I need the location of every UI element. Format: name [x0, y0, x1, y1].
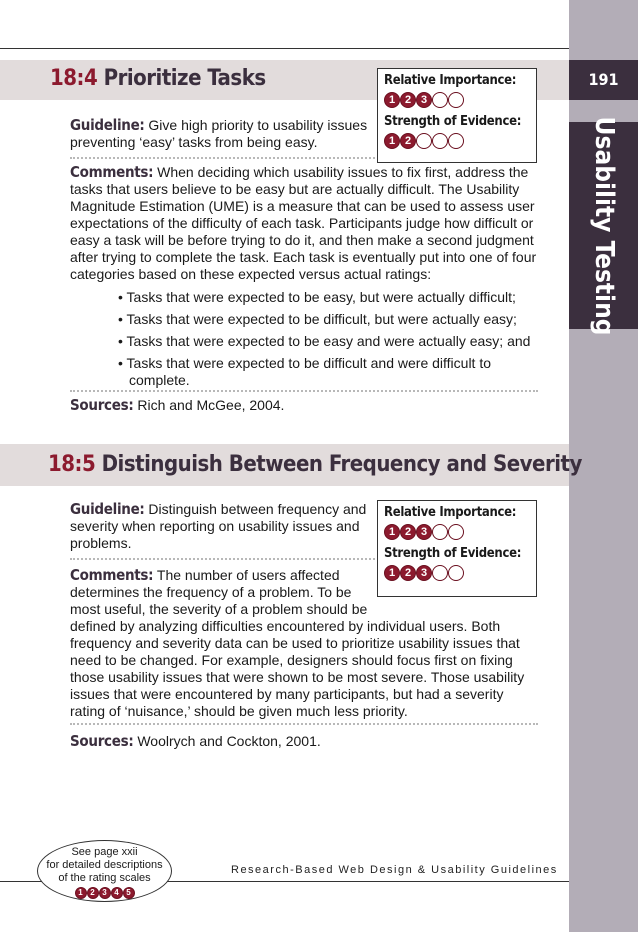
relative-importance-rating	[384, 524, 530, 540]
note-line: of the rating scales	[58, 872, 151, 884]
sources-lead: Sources:	[70, 396, 134, 414]
rating-circle-empty	[448, 92, 464, 108]
relative-importance-rating	[384, 92, 530, 108]
note-line: See page xxii	[71, 846, 138, 858]
rating-circle-empty	[448, 524, 464, 540]
float-spacer	[370, 567, 540, 617]
comments-lead: Comments:	[70, 566, 154, 584]
rating-circle-filled: 3	[416, 565, 432, 581]
section-tab	[569, 116, 638, 335]
guideline-title-text: Prioritize Tasks	[103, 66, 266, 91]
strength-of-evidence-label: Strength of Evidence:	[384, 114, 522, 129]
guideline-lead: Guideline:	[70, 500, 145, 518]
guideline-title-18-5	[48, 452, 582, 477]
top-rule	[0, 48, 569, 49]
guideline-title-18-4	[50, 66, 266, 91]
scale-circle: 2	[87, 887, 99, 899]
sources-text: Rich and McGee, 2004.	[137, 397, 285, 413]
rating-circle-filled: 1	[384, 565, 400, 581]
rating-circle-filled: 2	[400, 133, 416, 149]
rating-circle-filled: 2	[400, 565, 416, 581]
list-item: • Tasks that were expected to be difficult, but were actually easy;	[118, 311, 542, 328]
page-number: 191	[569, 60, 638, 100]
rating-box-18-4	[377, 68, 537, 163]
comments-18-4	[70, 164, 542, 394]
comments-text: When deciding which usability issues to fix first, address the tasks that users believe to be easy but are actually difficult. The Usability Magnitude Estimation (UME) is a measure that can be used to assess user expectations of the difficulty of each task. Participants judge how difficult or easy a task will be before trying to do it, and then make a second judgment after trying to complete the task. Each task is eventually put into one of four categories based on these expected versus actual ratings:	[70, 164, 537, 282]
rating-circle-empty	[448, 133, 464, 149]
guideline-statement-18-5	[70, 501, 370, 552]
guideline-title-text: Distinguish Between Frequency and Severity	[101, 452, 582, 477]
scale-circle: 3	[99, 887, 111, 899]
rating-scale-example	[38, 887, 171, 899]
list-item: • Tasks that were expected to be difficult and were difficult to complete.	[118, 355, 542, 389]
scale-circle: 1	[75, 887, 87, 899]
footer-title: Research-Based Web Design & Usability Guidelines	[231, 864, 558, 876]
dotted-divider	[70, 157, 375, 159]
note-line: for detailed descriptions	[46, 859, 163, 871]
sources-lead: Sources:	[70, 732, 134, 750]
scale-circle: 5	[123, 887, 135, 899]
sources-18-4	[70, 397, 540, 414]
strength-of-evidence-label: Strength of Evidence:	[384, 546, 522, 561]
guideline-statement-18-4	[70, 117, 370, 151]
sources-text: Woolrych and Cockton, 2001.	[137, 733, 321, 749]
rating-circle-empty	[432, 524, 448, 540]
guideline-text: Distinguish between frequency and severity when reporting on usability issues and problems.	[70, 501, 367, 551]
guideline-number: 18:4	[50, 66, 98, 91]
rating-scale-note	[37, 840, 172, 902]
rating-circle-filled: 3	[416, 524, 432, 540]
rating-circle-empty	[432, 133, 448, 149]
guideline-text: Give high priority to usability issues preventing ‘easy’ tasks from being easy.	[70, 117, 368, 150]
list-item: • Tasks that were expected to be easy and were actually easy; and	[118, 333, 542, 350]
rating-circle-empty	[416, 133, 432, 149]
rating-circle-filled: 2	[400, 524, 416, 540]
section-tab-label: Usability Testing	[588, 116, 619, 335]
rating-circle-filled: 1	[384, 133, 400, 149]
rating-circle-empty	[432, 92, 448, 108]
strength-of-evidence-rating	[384, 133, 530, 149]
list-item: • Tasks that were expected to be easy, but were actually difficult;	[118, 289, 542, 306]
dotted-divider	[70, 723, 538, 725]
dotted-divider	[70, 390, 538, 392]
comments-lead: Comments:	[70, 163, 154, 181]
dotted-divider	[70, 558, 375, 560]
relative-importance-label: Relative Importance:	[384, 73, 517, 88]
rating-circle-filled: 1	[384, 524, 400, 540]
guideline-header-18-5	[0, 444, 582, 486]
scale-circle: 4	[111, 887, 123, 899]
guideline-lead: Guideline:	[70, 116, 145, 134]
comments-bullet-list	[118, 289, 542, 389]
rating-circle-filled: 3	[416, 92, 432, 108]
comments-text: The number of users affected determines the frequency of a problem. To be most useful, the severity of a problem should be defined by analyzing difficulties encountered by individual users. Both frequency and severity data can be used to prioritize usability issues that need to be changed. For example, designers should focus first on fixing those usability issues that were shown to be most severe. Those usability issues that were encountered by many participants, but had a severity rating of ‘nuisance,’ should be given much less priority.	[70, 567, 525, 719]
relative-importance-label: Relative Importance:	[384, 505, 517, 520]
guideline-number: 18:5	[48, 452, 96, 477]
comments-18-5	[70, 567, 540, 720]
rating-circle-filled: 2	[400, 92, 416, 108]
sources-18-5	[70, 733, 540, 750]
rating-circle-filled: 1	[384, 92, 400, 108]
